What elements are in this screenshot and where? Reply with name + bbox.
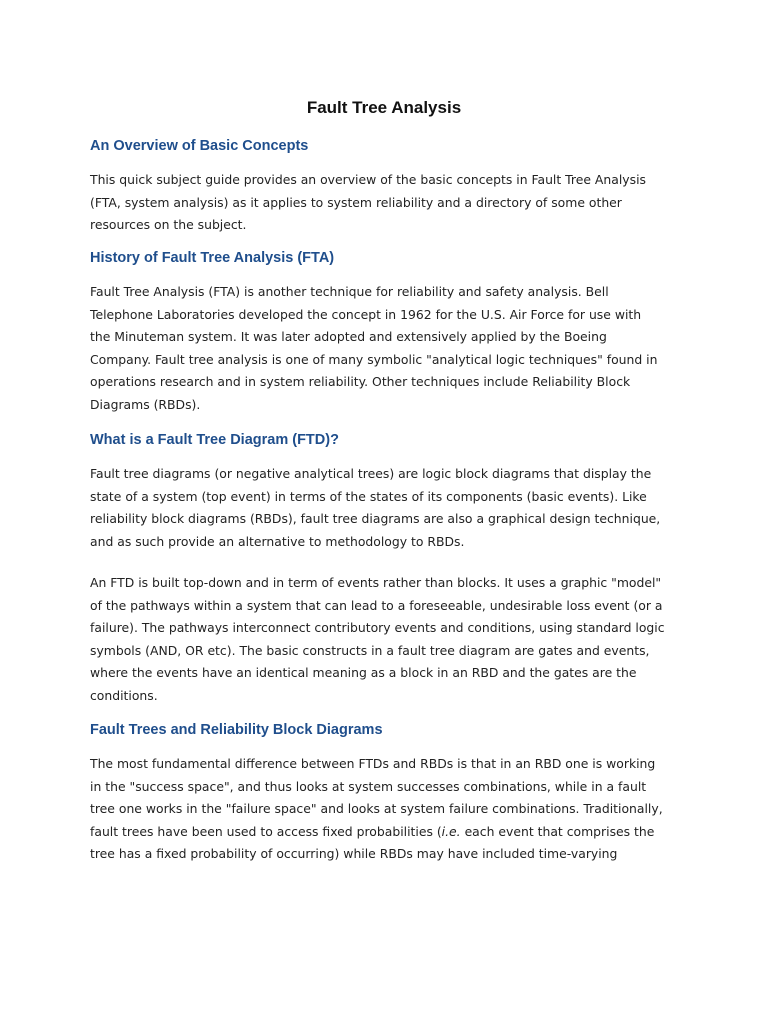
paragraph-ftd-vs-rbd: [90, 753, 690, 866]
text-line: tree one works in the "failure space" and looks at system failure combinations. Traditionally,: [90, 801, 663, 816]
italic-text: i.e.: [441, 823, 461, 839]
document-title: Fault Tree Analysis: [306, 98, 462, 117]
text-line: (FTA, system analysis) as it applies to system reliability and a directory of some other: [90, 194, 622, 210]
text-line: Telephone Laboratories developed the concept in 1962 for the U.S. Air Force for use with: [90, 306, 642, 322]
heading-history: History of Fault Tree Analysis (FTA): [90, 250, 335, 266]
text-line: conditions.: [90, 687, 158, 703]
paragraph-ftd-construction: [90, 572, 690, 707]
heading-overview: An Overview of Basic Concepts: [90, 138, 309, 154]
text-line: resources on the subject.: [90, 217, 247, 232]
text-line: tree has a fixed probability of occurring) while RBDs may have included time-varying: [90, 846, 618, 861]
text-line: Diagrams (RBDs).: [90, 396, 201, 412]
paragraph-overview: [90, 169, 690, 237]
text-line: This quick subject guide provides an overview of the basic concepts in Fault Tree Analysis: [90, 172, 646, 187]
text-line: in the "success space", and thus looks at system successes combinations, while in a fault: [90, 778, 647, 794]
text-line: Fault tree diagrams (or negative analytical trees) are logic block diagrams that display the: [90, 466, 652, 481]
text-line: of the pathways within a system that can lead to a foreseeable, undesirable loss event (or a: [90, 597, 663, 613]
text-line: Company. Fault tree analysis is one of many symbolic "analytical logic techniques" found in: [90, 351, 658, 367]
text-segment: each event that comprises the: [460, 823, 655, 839]
text-line: reliability block diagrams (RBDs), fault tree diagrams are also a graphical design technique,: [90, 511, 661, 526]
text-line: where the events have an identical meaning as a block in an RBD and the gates are the: [90, 665, 637, 680]
heading-fault-trees-rbd: Fault Trees and Reliability Block Diagrams: [90, 722, 383, 738]
text-line: The most fundamental difference between FTDs and RBDs is that in an RBD one is working: [90, 756, 656, 771]
paragraph-history: [90, 281, 690, 416]
text-segment: fault trees have been used to access fixed probabilities (: [90, 823, 442, 839]
text-line-mixed: [90, 821, 690, 844]
text-line: the Minuteman system. It was later adopted and extensively applied by the Boeing: [90, 329, 607, 344]
text-line: and as such provide an alternative to methodology to RBDs.: [90, 533, 465, 549]
text-line: An FTD is built top-down and in term of events rather than blocks. It uses a graphic "model": [90, 575, 662, 590]
paragraph-ftd-definition: [90, 463, 690, 553]
text-line: state of a system (top event) in terms of the states of its components (basic events). Like: [90, 488, 647, 504]
text-line: symbols (AND, OR etc). The basic constructs in a fault tree diagram are gates and events,: [90, 642, 650, 658]
text-line: operations research and in system reliability. Other techniques include Reliability Block: [90, 374, 631, 389]
heading-what-is-ftd: What is a Fault Tree Diagram (FTD)?: [90, 432, 339, 448]
text-line: Fault Tree Analysis (FTA) is another technique for reliability and safety analysis. Bell: [90, 284, 609, 299]
text-line: failure). The pathways interconnect contributory events and conditions, using standard logic: [90, 620, 665, 635]
